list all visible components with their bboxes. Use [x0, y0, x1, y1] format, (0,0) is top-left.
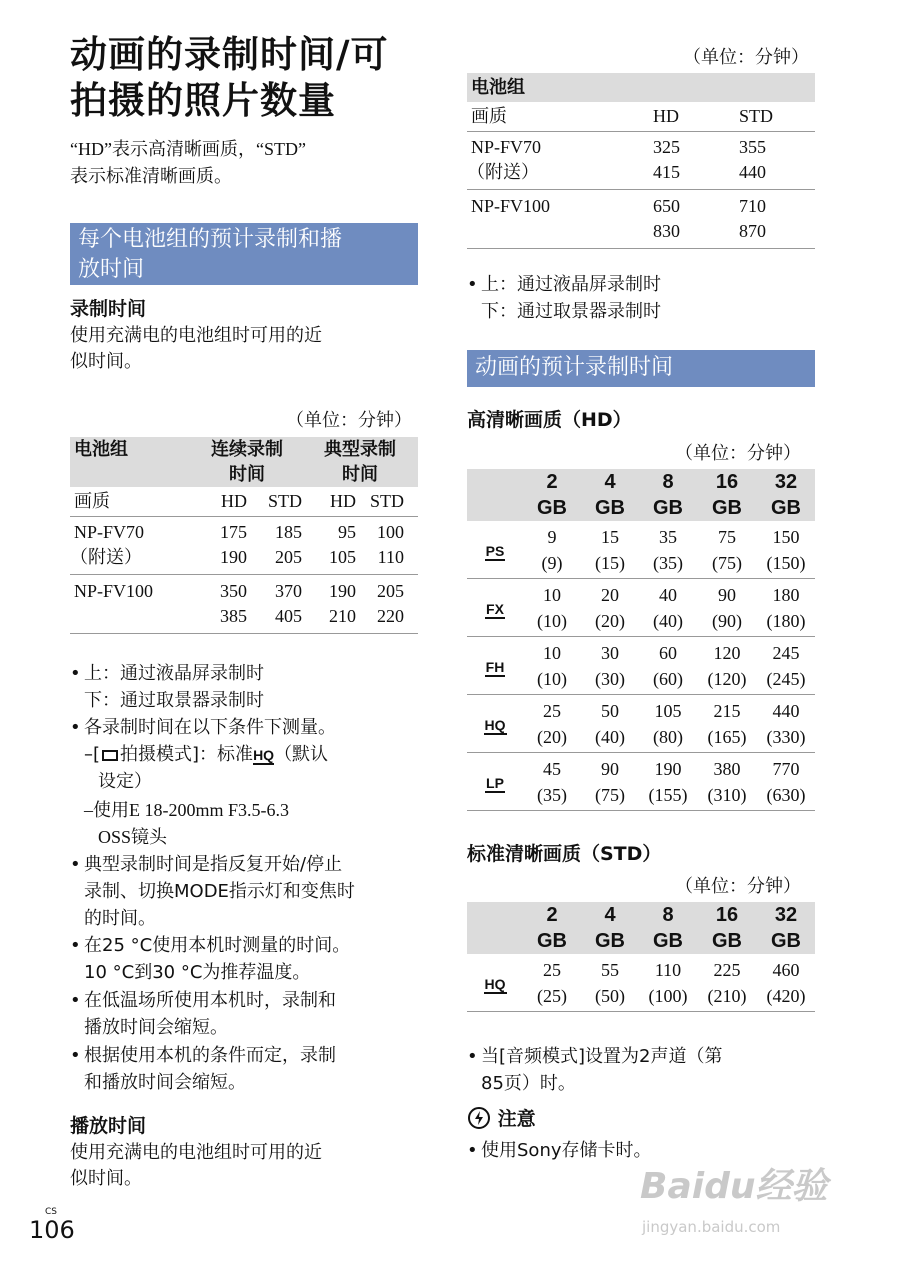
- table-row: [467, 695, 815, 753]
- note-item: • 各录制时间在以下条件下测量。: [70, 714, 420, 741]
- note-text: 在25 °C使用本机时测量的时间。: [84, 935, 351, 956]
- time-value: 20: [601, 585, 619, 605]
- unit-label: （单位：分钟）: [675, 443, 801, 463]
- cap-16gb: [697, 902, 757, 954]
- time-value: 120: [713, 643, 741, 663]
- section-heading-battery: [70, 223, 418, 285]
- cap-value: 2: [546, 471, 558, 493]
- std-heading: 标准清晰画质（STD）: [467, 843, 662, 865]
- note-text: （默认: [274, 744, 329, 765]
- section1-line-1: 每个电池组的预计录制和播: [78, 227, 343, 252]
- table-row: [467, 637, 815, 695]
- time-value: 225: [713, 960, 741, 980]
- col-typical-2: 时间: [302, 462, 418, 487]
- cell: 100: [377, 522, 404, 542]
- time-cell: [639, 637, 697, 695]
- time-value-alt: (90): [712, 611, 742, 631]
- table-row: [467, 521, 815, 579]
- cell: 175: [220, 522, 247, 542]
- table-row: [467, 219, 815, 249]
- q-std: STD: [739, 106, 774, 126]
- q-std: STD: [369, 491, 404, 511]
- time-cell: [697, 753, 757, 811]
- time-value-alt: (75): [595, 785, 625, 805]
- note-text: 下：通过取景器录制时: [84, 690, 264, 711]
- time-value-alt: (310): [707, 785, 747, 805]
- time-value-alt: (165): [707, 727, 747, 747]
- battery-name: NP-FV100: [74, 581, 154, 601]
- time-cell: [581, 521, 639, 579]
- note-item: • 上：通过液晶屏录制时 下：通过取景器录制时: [70, 660, 420, 714]
- time-cell: [523, 954, 581, 1012]
- cell: 110: [377, 547, 404, 567]
- time-value: 190: [654, 759, 682, 779]
- q-hd: HD: [330, 491, 356, 511]
- hd-heading: 高清晰画质（HD）: [467, 409, 632, 431]
- time-cell: [757, 753, 815, 811]
- cap-16gb: [697, 469, 757, 521]
- time-value: 770: [772, 759, 800, 779]
- cell: 205: [377, 581, 404, 601]
- time-value: 40: [659, 585, 677, 605]
- time-value: 55: [601, 960, 619, 980]
- table-row: [467, 190, 815, 220]
- col-battery: 电池组: [467, 73, 815, 102]
- time-cell: [581, 637, 639, 695]
- row-quality: 画质: [471, 106, 507, 126]
- time-cell: [757, 579, 815, 637]
- caution-heading: [467, 1106, 536, 1132]
- cap-unit: GB: [537, 497, 567, 519]
- time-cell: [523, 521, 581, 579]
- time-value-alt: (100): [648, 986, 688, 1006]
- cap-4gb: [581, 469, 639, 521]
- cap-32gb: [757, 469, 815, 521]
- time-value-alt: (245): [766, 669, 806, 689]
- note-text: 上：通过液晶屏录制时: [481, 274, 661, 295]
- cap-4gb: [581, 902, 639, 954]
- cell: 415: [653, 162, 680, 182]
- cell: 205: [275, 547, 302, 567]
- cap-value: 4: [604, 471, 616, 493]
- time-value-alt: (20): [595, 611, 625, 631]
- time-cell: [523, 753, 581, 811]
- time-value: 30: [601, 643, 619, 663]
- hq-badge: HQ: [253, 747, 275, 763]
- cell: 220: [377, 606, 404, 626]
- time-value-alt: (10): [537, 611, 567, 631]
- cell: 650: [653, 196, 680, 216]
- cell: 190: [329, 581, 356, 601]
- time-value: 380: [713, 759, 741, 779]
- cell: 440: [739, 162, 766, 182]
- time-value: 10: [543, 643, 561, 663]
- battery-name: NP-FV70: [74, 522, 145, 542]
- mode-badge: FX: [486, 601, 504, 617]
- cell: 210: [329, 606, 356, 626]
- time-value-alt: (150): [766, 553, 806, 573]
- time-value: 110: [654, 960, 682, 980]
- time-cell: [581, 954, 639, 1012]
- note-text: 各录制时间在以下条件下测量。: [84, 717, 336, 738]
- time-value-alt: (210): [707, 986, 747, 1006]
- time-value: 35: [659, 527, 677, 547]
- col-continuous: [192, 437, 302, 462]
- note-text: 10 °C到30 °C为推荐温度。: [84, 962, 311, 983]
- q-hd: HD: [653, 106, 679, 126]
- intro-line-2: 表示标准清晰画质。: [70, 166, 232, 186]
- table-row: [467, 579, 815, 637]
- time-value-alt: (15): [595, 553, 625, 573]
- time-cell: [697, 637, 757, 695]
- time-value-alt: (120): [707, 669, 747, 689]
- time-value-alt: (60): [653, 669, 683, 689]
- note-text: 上：通过液晶屏录制时: [84, 663, 264, 684]
- col-battery: 电池组: [70, 437, 192, 487]
- note-text: –使用E 18-200mm F3.5-6.3: [84, 800, 289, 820]
- cap-unit: GB: [712, 497, 742, 519]
- watermark-logo: Baidu经验: [640, 1166, 828, 1207]
- note-text: 和播放时间会缩短。: [84, 1072, 246, 1093]
- time-value-alt: (9): [541, 553, 563, 573]
- cell: 355: [739, 137, 766, 157]
- time-value-alt: (40): [595, 727, 625, 747]
- mode-badge: FH: [485, 659, 505, 675]
- time-value-alt: (35): [653, 553, 683, 573]
- cell: 325: [653, 137, 680, 157]
- play-desc-line-2: 似时间。: [70, 1168, 142, 1189]
- time-value: 215: [713, 701, 741, 721]
- cell: 95: [338, 522, 356, 542]
- q-hd: HD: [221, 491, 247, 511]
- cell: 870: [739, 221, 766, 241]
- time-cell: [581, 579, 639, 637]
- time-value: 180: [772, 585, 800, 605]
- time-cell: [639, 954, 697, 1012]
- note-text: 根据使用本机的条件而定，录制: [84, 1045, 336, 1066]
- time-value: 90: [601, 759, 619, 779]
- rec-desc: [70, 323, 420, 375]
- section-heading-movie: 动画的预计录制时间: [467, 350, 815, 387]
- note-text: 85页）时。: [481, 1073, 576, 1094]
- mode-cell: [467, 521, 523, 579]
- mode-badge: HQ: [484, 717, 506, 733]
- battery-sub: （附送）: [467, 162, 539, 182]
- mode-badge: HQ: [484, 976, 506, 992]
- time-value: 10: [543, 585, 561, 605]
- cell: 350: [220, 581, 247, 601]
- col-continuous-1: 连续录制: [211, 439, 283, 460]
- cell: 405: [275, 606, 302, 626]
- cap-8gb: [639, 902, 697, 954]
- note-item: • 当[音频模式]设置为2声道（第 85页）时。: [467, 1043, 817, 1097]
- note-item: • 使用Sony存储卡时。: [467, 1137, 817, 1164]
- time-value-alt: (180): [766, 611, 806, 631]
- time-cell: [757, 954, 815, 1012]
- rec-desc-line-2: 似时间。: [70, 351, 142, 372]
- time-value: 105: [654, 701, 682, 721]
- time-cell: [697, 521, 757, 579]
- note-text: 播放时间会缩短。: [84, 1017, 228, 1038]
- section1-line-2: 放时间: [78, 257, 145, 282]
- note-item: • 在低温场所使用本机时，录制和 播放时间会缩短。: [70, 987, 420, 1041]
- cell: 190: [220, 547, 247, 567]
- time-value-alt: (75): [712, 553, 742, 573]
- time-cell: [697, 695, 757, 753]
- note-text: 拍摄模式]：标准: [120, 744, 254, 765]
- time-value-alt: (80): [653, 727, 683, 747]
- time-cell: [523, 637, 581, 695]
- time-value-alt: (50): [595, 986, 625, 1006]
- cell: 105: [329, 547, 356, 567]
- table-row: [467, 132, 815, 161]
- battery-name: NP-FV70: [471, 137, 542, 157]
- play-desc: [70, 1140, 420, 1192]
- time-value: 90: [718, 585, 736, 605]
- note-text: 录制、切换MODE指示灯和变焦时: [84, 881, 355, 902]
- cap-32gb: [757, 902, 815, 954]
- cap-value: 16: [715, 471, 739, 493]
- std-time-table: [467, 902, 815, 1012]
- cap-value: 4: [604, 904, 616, 926]
- time-value: 25: [543, 701, 561, 721]
- cap-value: 2: [546, 904, 558, 926]
- cap-value: 32: [774, 471, 798, 493]
- mode-cell: [467, 753, 523, 811]
- time-value: 15: [601, 527, 619, 547]
- battery-name: NP-FV100: [471, 196, 551, 216]
- cap-unit: GB: [771, 497, 801, 519]
- time-cell: [581, 695, 639, 753]
- rec-heading: 录制时间: [70, 298, 147, 320]
- cap-unit: GB: [771, 930, 801, 952]
- time-value: 440: [772, 701, 800, 721]
- time-value-alt: (40): [653, 611, 683, 631]
- cell: 385: [220, 606, 247, 626]
- time-value: 45: [543, 759, 561, 779]
- time-value-alt: (420): [766, 986, 806, 1006]
- time-value-alt: (35): [537, 785, 567, 805]
- time-cell: [523, 695, 581, 753]
- time-value: 60: [659, 643, 677, 663]
- note-sub-item: [84, 741, 328, 769]
- time-value-alt: (155): [648, 785, 688, 805]
- time-cell: [639, 579, 697, 637]
- note-text: –[: [84, 744, 101, 765]
- time-value: 75: [718, 527, 736, 547]
- time-value-alt: (330): [766, 727, 806, 747]
- cap-unit: GB: [595, 497, 625, 519]
- time-cell: [697, 579, 757, 637]
- unit-label: （单位：分钟）: [675, 876, 801, 896]
- col-typical: [302, 437, 418, 462]
- hd-time-table: [467, 469, 815, 811]
- cell: 830: [653, 221, 680, 241]
- cap-unit: GB: [653, 497, 683, 519]
- cap-unit: GB: [537, 930, 567, 952]
- mode-cell: [467, 695, 523, 753]
- battery-rec-table: [70, 437, 418, 634]
- rec-desc-line-1: 使用充满电的电池组时可用的近: [70, 325, 322, 346]
- unit-label: （单位：分钟）: [286, 410, 412, 430]
- mode-cell: [467, 637, 523, 695]
- cap-unit: GB: [653, 930, 683, 952]
- caution-icon: [467, 1106, 491, 1130]
- mode-badge: LP: [486, 775, 504, 791]
- time-value-alt: (25): [537, 986, 567, 1006]
- note-text: OSS镜头: [98, 827, 168, 847]
- note-item: • 在25 °C使用本机时测量的时间。 10 °C到30 °C为推荐温度。: [70, 932, 420, 986]
- col-continuous-2: 时间: [192, 462, 302, 487]
- time-cell: [639, 753, 697, 811]
- film-icon: [102, 750, 118, 761]
- intro-text: [70, 136, 420, 190]
- time-cell: [697, 954, 757, 1012]
- note-item: • 典型录制时间是指反复开始/停止 录制、切换MODE指示灯和变焦时 的时间。: [70, 851, 420, 932]
- cap-2gb: [523, 902, 581, 954]
- time-cell: [523, 579, 581, 637]
- cap-8gb: [639, 469, 697, 521]
- cap-value: 8: [662, 904, 674, 926]
- cap-unit: GB: [595, 930, 625, 952]
- note-text: 在低温场所使用本机时，录制和: [84, 990, 336, 1011]
- page-number: 106: [29, 1216, 75, 1244]
- cell: 710: [739, 196, 766, 216]
- time-cell: [757, 637, 815, 695]
- table-row: [70, 545, 418, 575]
- note-text: 设定）: [98, 771, 152, 792]
- mode-cell: [467, 579, 523, 637]
- cap-value: 32: [774, 904, 798, 926]
- time-cell: [757, 521, 815, 579]
- cell: 185: [275, 522, 302, 542]
- time-value: 150: [772, 527, 800, 547]
- play-heading: 播放时间: [70, 1115, 147, 1137]
- time-value: 245: [772, 643, 800, 663]
- mode-cell: [467, 954, 523, 1012]
- table-row: [467, 160, 815, 190]
- q-std: STD: [267, 491, 302, 511]
- caution-label: 注意: [497, 1108, 536, 1130]
- cap-2gb: [523, 469, 581, 521]
- time-value-alt: (10): [537, 669, 567, 689]
- time-value-alt: (630): [766, 785, 806, 805]
- time-value: 9: [547, 527, 557, 547]
- table-row: [70, 604, 418, 634]
- battery-play-table: [467, 73, 815, 249]
- cap-value: 8: [662, 471, 674, 493]
- time-value-alt: (20): [537, 727, 567, 747]
- time-cell: [639, 521, 697, 579]
- battery-sub: （附送）: [70, 547, 142, 567]
- col-typical-1: 典型录制: [324, 439, 396, 460]
- watermark-url: jingyan.baidu.com: [642, 1218, 781, 1236]
- time-value: 460: [772, 960, 800, 980]
- note-text: 的时间。: [84, 908, 156, 929]
- time-cell: [757, 695, 815, 753]
- note-text: 典型录制时间是指反复开始/停止: [84, 854, 343, 875]
- page-title: [70, 32, 440, 124]
- title-line-2: 拍摄的照片数量: [70, 79, 336, 122]
- cap-unit: GB: [712, 930, 742, 952]
- page-lang: CS: [45, 1207, 57, 1217]
- time-value: 25: [543, 960, 561, 980]
- caution-text: 使用Sony存储卡时。: [481, 1140, 652, 1161]
- intro-line-1: “HD”表示高清晰画质，“STD”: [70, 139, 306, 159]
- table-row: [70, 575, 418, 605]
- title-line-1: 动画的录制时间/可: [70, 33, 389, 76]
- note-text: 下：通过取景器录制时: [481, 301, 661, 322]
- note-text: 当[音频模式]设置为2声道（第: [481, 1046, 723, 1067]
- time-value-alt: (30): [595, 669, 625, 689]
- note-item: • 根据使用本机的条件而定，录制 和播放时间会缩短。: [70, 1042, 420, 1096]
- cell: 370: [275, 581, 302, 601]
- mode-badge: PS: [485, 543, 505, 559]
- time-cell: [581, 753, 639, 811]
- table-row: [467, 753, 815, 811]
- table-row: [70, 517, 418, 546]
- note-item: • 上：通过液晶屏录制时 下：通过取景器录制时: [467, 271, 817, 325]
- play-desc-line-1: 使用充满电的电池组时可用的近: [70, 1142, 322, 1163]
- cap-value: 16: [715, 904, 739, 926]
- time-value: 50: [601, 701, 619, 721]
- row-quality: 画质: [74, 491, 110, 511]
- unit-label: （单位：分钟）: [683, 47, 809, 67]
- table-row: [467, 954, 815, 1012]
- time-cell: [639, 695, 697, 753]
